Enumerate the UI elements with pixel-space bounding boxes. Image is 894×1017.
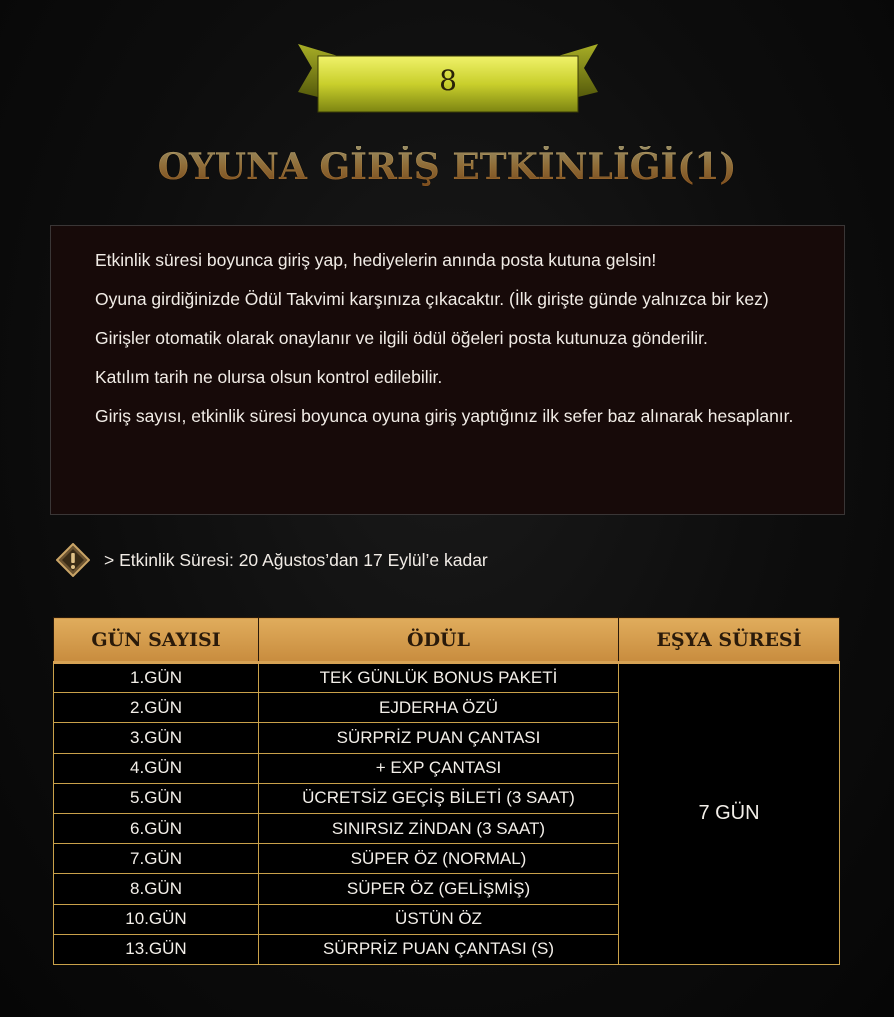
day-cell: 10.GÜN: [54, 904, 259, 934]
reward-cell: EJDERHA ÖZÜ: [259, 693, 619, 723]
event-period: [56, 543, 488, 577]
event-period-text: > Etkinlik Süresi: 20 Ağustos’dan 17 Eylül’e kadar: [104, 549, 488, 570]
header-item-duration: EŞYA SÜRESİ: [619, 618, 840, 663]
day-cell: 1.GÜN: [54, 663, 259, 693]
reward-cell: SÜPER ÖZ (NORMAL): [259, 844, 619, 874]
info-box: [50, 225, 845, 515]
day-cell: 2.GÜN: [54, 693, 259, 723]
day-number: 8: [439, 64, 457, 97]
info-line: Etkinlik süresi boyunca giriş yap, hediyelerin anında posta kutuna gelsin!: [95, 250, 657, 270]
day-cell: 3.GÜN: [54, 723, 259, 753]
reward-cell: ÜCRETSİZ GEÇİŞ BİLETİ (3 SAAT): [259, 783, 619, 813]
day-cell: 6.GÜN: [54, 813, 259, 843]
table-header-row: [54, 618, 840, 663]
reward-cell: SÜRPRİZ PUAN ÇANTASI (S): [259, 934, 619, 964]
reward-cell: SÜRPRİZ PUAN ÇANTASI: [259, 723, 619, 753]
page-title: OYUNA GİRİŞ ETKİNLİĞİ(1): [0, 146, 894, 188]
reward-cell: SÜPER ÖZ (GELİŞMİŞ): [259, 874, 619, 904]
warning-diamond-icon: [56, 543, 90, 577]
info-line: Girişler otomatik olarak onaylanır ve ilgili ödül öğeleri posta kutunuza gönderilir.: [95, 328, 708, 348]
duration-cell: 7 GÜN: [619, 663, 840, 965]
reward-cell: SINIRSIZ ZİNDAN (3 SAAT): [259, 813, 619, 843]
reward-cell: + EXP ÇANTASI: [259, 753, 619, 783]
day-ribbon: [298, 42, 598, 114]
day-cell: 5.GÜN: [54, 783, 259, 813]
info-line: Katılım tarih ne olursa olsun kontrol edilebilir.: [95, 367, 443, 387]
info-line: Giriş sayısı, etkinlik süresi boyunca oyuna giriş yaptığınız ilk sefer baz alınarak hesaplanır.: [95, 406, 794, 426]
reward-table: [53, 617, 840, 965]
day-cell: 13.GÜN: [54, 934, 259, 964]
reward-cell: ÜSTÜN ÖZ: [259, 904, 619, 934]
day-cell: 7.GÜN: [54, 844, 259, 874]
day-cell: 8.GÜN: [54, 874, 259, 904]
header-reward: ÖDÜL: [259, 618, 619, 663]
table-row: [54, 663, 840, 693]
day-cell: 4.GÜN: [54, 753, 259, 783]
info-line: Oyuna girdiğinizde Ödül Takvimi karşınıza çıkacaktır. (İlk girişte günde yalnızca bir kez): [95, 289, 769, 309]
reward-cell: TEK GÜNLÜK BONUS PAKETİ: [259, 663, 619, 693]
header-day-count: GÜN SAYISI: [54, 618, 259, 663]
